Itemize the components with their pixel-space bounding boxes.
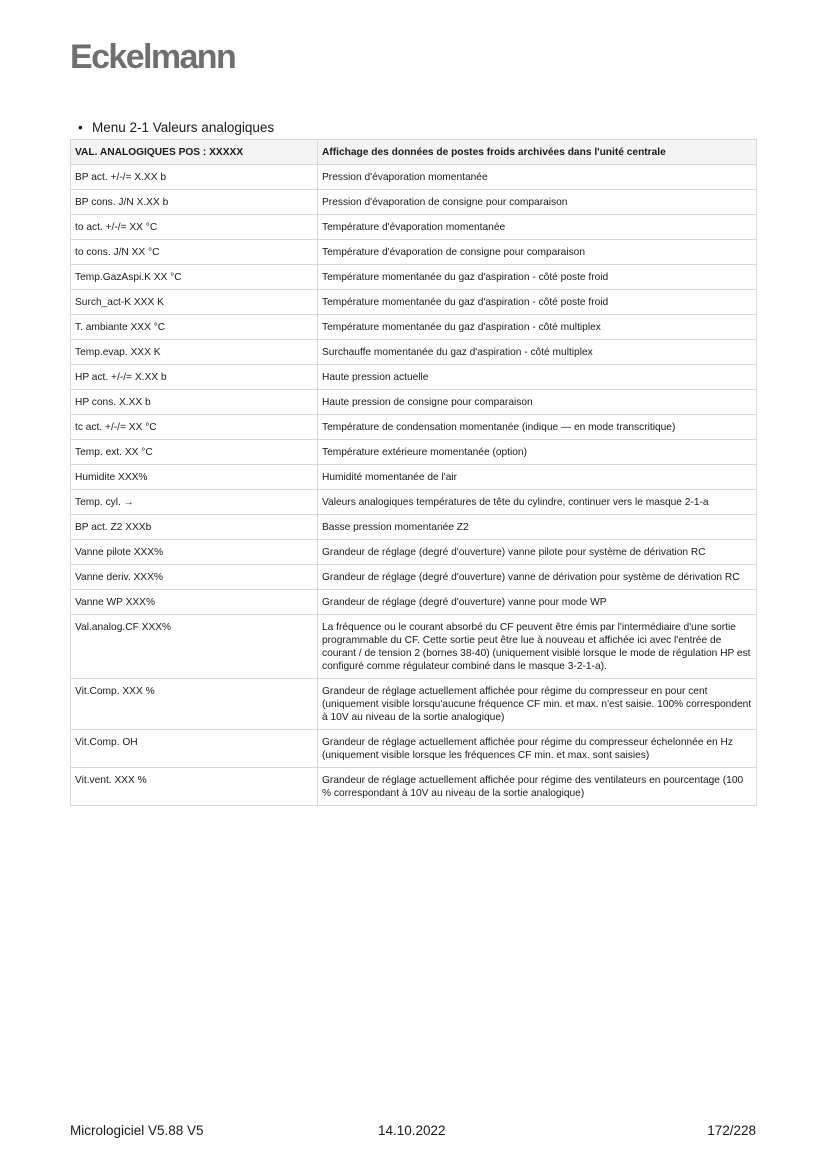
cell-description: Température momentanée du gaz d'aspiration - côté multiplex	[318, 315, 757, 340]
table-row	[71, 315, 757, 340]
table-row	[71, 730, 757, 768]
cell-description: Basse pression momentanée Z2	[318, 515, 757, 540]
section-title-text: Menu 2-1 Valeurs analogiques	[92, 120, 275, 135]
section-title	[78, 120, 274, 135]
table-row	[71, 190, 757, 215]
cell-parameter: BP act. Z2 XXXb	[71, 515, 318, 540]
table-row	[71, 415, 757, 440]
cell-parameter: tc act. +/-/= XX °C	[71, 415, 318, 440]
footer-firmware-version: Micrologiciel V5.88 V5	[70, 1123, 204, 1138]
cell-description: Haute pression de consigne pour comparaison	[318, 390, 757, 415]
cell-parameter: Temp. cyl. →	[71, 490, 318, 515]
cell-parameter: Vanne deriv. XXX%	[71, 565, 318, 590]
cell-description: Grandeur de réglage (degré d'ouverture) vanne pour mode WP	[318, 590, 757, 615]
table-row	[71, 240, 757, 265]
cell-description: Température d'évaporation momentanée	[318, 215, 757, 240]
eckelmann-logo: Eckelmann	[70, 38, 236, 76]
cell-parameter: to act. +/-/= XX °C	[71, 215, 318, 240]
table-header-description: Affichage des données de postes froids archivées dans l'unité centrale	[318, 140, 757, 165]
table-row	[71, 540, 757, 565]
cell-parameter: T. ambiante XXX °C	[71, 315, 318, 340]
table-row	[71, 165, 757, 190]
table-row	[71, 565, 757, 590]
cell-parameter: Vit.vent. XXX %	[71, 768, 318, 806]
table-row	[71, 590, 757, 615]
cell-description: Haute pression actuelle	[318, 365, 757, 390]
cell-description: Grandeur de réglage actuellement affichée pour régime du compresseur échelonnée en Hz (uniquement visible lorsque les fréquences CF min. et max. sont saisies)	[318, 730, 757, 768]
cell-description: La fréquence ou le courant absorbé du CF peuvent être émis par l'intermédiaire d'une sortie programmable du CF. Cette sortie peut être lue à nouveau et affichée ici avec l'entrée de courant / de tension 2 (bornes 38-40) (uniquement visible lorsque le mode de régulation HP est configuré comme régulateur combiné dans le masque 3-2-1-a).	[318, 615, 757, 679]
cell-description: Température de condensation momentanée (indique — en mode transcritique)	[318, 415, 757, 440]
cell-description: Surchauffe momentanée du gaz d'aspiration - côté multiplex	[318, 340, 757, 365]
table-row	[71, 215, 757, 240]
cell-description: Grandeur de réglage actuellement affichée pour régime du compresseur en pour cent (uniquement visible lorsqu'aucune fréquence CF min. et max. n'est saisie. 100% correspondent à 10V au niveau de la sortie analogique)	[318, 679, 757, 730]
cell-parameter: to cons. J/N XX °C	[71, 240, 318, 265]
cell-description: Température momentanée du gaz d'aspiration - côté poste froid	[318, 265, 757, 290]
cell-parameter: HP cons. X.XX b	[71, 390, 318, 415]
table-row	[71, 768, 757, 806]
cell-parameter: Vit.Comp. OH	[71, 730, 318, 768]
bullet: •	[78, 120, 83, 135]
cell-description: Grandeur de réglage (degré d'ouverture) vanne de dérivation pour système de dérivation RC	[318, 565, 757, 590]
table-row	[71, 615, 757, 679]
cell-description: Pression d'évaporation momentanée	[318, 165, 757, 190]
table-row	[71, 465, 757, 490]
cell-description: Pression d'évaporation de consigne pour comparaison	[318, 190, 757, 215]
cell-description: Température d'évaporation de consigne pour comparaison	[318, 240, 757, 265]
table-row	[71, 340, 757, 365]
table-row	[71, 390, 757, 415]
cell-parameter: Val.analog.CF XXX%	[71, 615, 318, 679]
cell-parameter: HP act. +/-/= X.XX b	[71, 365, 318, 390]
cell-description: Valeurs analogiques températures de tête du cylindre, continuer vers le masque 2-1-a	[318, 490, 757, 515]
cell-parameter: Temp. ext. XX °C	[71, 440, 318, 465]
table-row	[71, 365, 757, 390]
cell-description: Humidité momentanée de l'air	[318, 465, 757, 490]
cell-parameter: BP cons. J/N X.XX b	[71, 190, 318, 215]
table-row	[71, 290, 757, 315]
cell-parameter: BP act. +/-/= X.XX b	[71, 165, 318, 190]
table-row	[71, 490, 757, 515]
table-row	[71, 515, 757, 540]
table-row	[71, 679, 757, 730]
table-header-parameter: VAL. ANALOGIQUES POS : XXXXX	[71, 140, 318, 165]
cell-parameter: Surch_act-K XXX K	[71, 290, 318, 315]
cell-description: Température momentanée du gaz d'aspiration - côté poste froid	[318, 290, 757, 315]
cell-parameter: Vanne pilote XXX%	[71, 540, 318, 565]
analog-values-table	[70, 139, 757, 806]
cell-parameter: Temp.GazAspi.K XX °C	[71, 265, 318, 290]
cell-description: Grandeur de réglage actuellement affichée pour régime des ventilateurs en pourcentage (100 % correspondant à 10V au niveau de la sortie analogique)	[318, 768, 757, 806]
table-body	[71, 165, 757, 806]
table-row	[71, 265, 757, 290]
cell-parameter: Vanne WP XXX%	[71, 590, 318, 615]
cell-description: Température extérieure momentanée (option)	[318, 440, 757, 465]
table-row	[71, 440, 757, 465]
cell-parameter: Temp.evap. XXX K	[71, 340, 318, 365]
cell-description: Grandeur de réglage (degré d'ouverture) vanne pilote pour système de dérivation RC	[318, 540, 757, 565]
cell-parameter: Vit.Comp. XXX %	[71, 679, 318, 730]
footer-date: 14.10.2022	[378, 1123, 446, 1138]
table-header-row	[71, 140, 757, 165]
footer-page-number: 172/228	[707, 1123, 756, 1138]
cell-parameter: Humidite XXX%	[71, 465, 318, 490]
